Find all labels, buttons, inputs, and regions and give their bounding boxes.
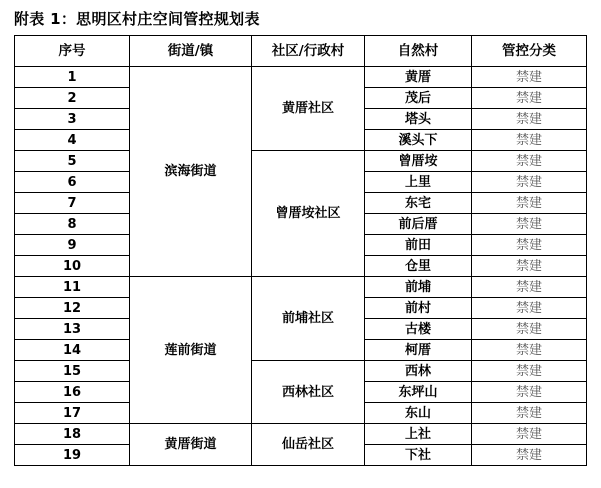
village-cell: 上里	[365, 172, 472, 193]
control-cell: 禁建	[472, 445, 587, 466]
seq-cell: 2	[15, 88, 130, 109]
seq-cell: 18	[15, 424, 130, 445]
community-cell: 仙岳社区	[252, 424, 365, 466]
seq-cell: 15	[15, 361, 130, 382]
control-cell: 禁建	[472, 361, 587, 382]
street-cell: 滨海街道	[130, 67, 252, 277]
table-header-row	[15, 36, 587, 67]
village-control-table	[14, 35, 587, 466]
seq-cell: 16	[15, 382, 130, 403]
village-cell: 曾厝垵	[365, 151, 472, 172]
village-cell: 下社	[365, 445, 472, 466]
seq-cell: 7	[15, 193, 130, 214]
control-cell: 禁建	[472, 88, 587, 109]
village-cell: 仓里	[365, 256, 472, 277]
table-row	[15, 361, 587, 382]
seq-cell: 12	[15, 298, 130, 319]
village-cell: 前田	[365, 235, 472, 256]
control-cell: 禁建	[472, 277, 587, 298]
village-cell: 柯厝	[365, 340, 472, 361]
header-street: 街道/镇	[130, 36, 252, 67]
village-cell: 溪头下	[365, 130, 472, 151]
seq-cell: 5	[15, 151, 130, 172]
village-cell: 黄厝	[365, 67, 472, 88]
village-cell: 东宅	[365, 193, 472, 214]
table-title: 附表 1：思明区村庄空间管控规划表	[14, 10, 260, 28]
control-cell: 禁建	[472, 340, 587, 361]
village-cell: 前村	[365, 298, 472, 319]
header-seq: 序号	[15, 36, 130, 67]
control-cell: 禁建	[472, 130, 587, 151]
village-cell: 东坪山	[365, 382, 472, 403]
village-cell: 古楼	[365, 319, 472, 340]
control-cell: 禁建	[472, 319, 587, 340]
control-cell: 禁建	[472, 214, 587, 235]
village-cell: 东山	[365, 403, 472, 424]
control-cell: 禁建	[472, 403, 587, 424]
village-cell: 前埔	[365, 277, 472, 298]
table-row	[15, 151, 587, 172]
control-cell: 禁建	[472, 298, 587, 319]
control-cell: 禁建	[472, 67, 587, 88]
village-cell: 上社	[365, 424, 472, 445]
table-row	[15, 67, 587, 88]
control-cell: 禁建	[472, 109, 587, 130]
street-cell: 黄厝街道	[130, 424, 252, 466]
seq-cell: 14	[15, 340, 130, 361]
village-cell: 茂后	[365, 88, 472, 109]
community-cell: 西林社区	[252, 361, 365, 424]
control-cell: 禁建	[472, 193, 587, 214]
seq-cell: 17	[15, 403, 130, 424]
table-row	[15, 277, 587, 298]
control-cell: 禁建	[472, 151, 587, 172]
table-row	[15, 424, 587, 445]
village-cell: 塔头	[365, 109, 472, 130]
control-cell: 禁建	[472, 235, 587, 256]
community-cell: 前埔社区	[252, 277, 365, 361]
seq-cell: 10	[15, 256, 130, 277]
control-cell: 禁建	[472, 424, 587, 445]
control-cell: 禁建	[472, 256, 587, 277]
seq-cell: 11	[15, 277, 130, 298]
seq-cell: 19	[15, 445, 130, 466]
village-cell: 西林	[365, 361, 472, 382]
seq-cell: 3	[15, 109, 130, 130]
village-cell: 前后厝	[365, 214, 472, 235]
community-cell: 黄厝社区	[252, 67, 365, 151]
control-cell: 禁建	[472, 172, 587, 193]
seq-cell: 9	[15, 235, 130, 256]
header-village: 自然村	[365, 36, 472, 67]
header-community: 社区/行政村	[252, 36, 365, 67]
seq-cell: 13	[15, 319, 130, 340]
seq-cell: 8	[15, 214, 130, 235]
street-cell: 莲前街道	[130, 277, 252, 424]
header-control: 管控分类	[472, 36, 587, 67]
control-cell: 禁建	[472, 382, 587, 403]
seq-cell: 1	[15, 67, 130, 88]
seq-cell: 6	[15, 172, 130, 193]
seq-cell: 4	[15, 130, 130, 151]
community-cell: 曾厝垵社区	[252, 151, 365, 277]
